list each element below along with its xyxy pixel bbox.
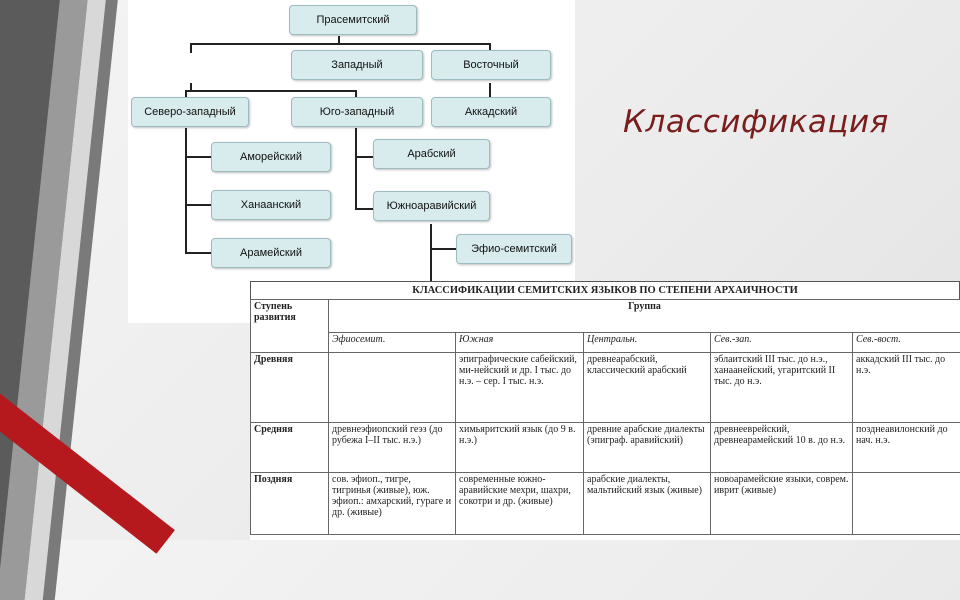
table-cell [853, 473, 960, 535]
subgroup-header: Сев.-вост. [853, 333, 960, 353]
stage-cell: Средняя [251, 423, 329, 473]
table-cell [329, 353, 456, 423]
table-grid [250, 299, 960, 535]
table-cell: древнееврейский, древнеарамейский 10 в. до н.э. [711, 423, 853, 473]
table-cell: позднеавилонский до нач. н.э. [853, 423, 960, 473]
node-aramaic: Арамейский [211, 238, 331, 268]
stage-cell: Древняя [251, 353, 329, 423]
table-cell: арабские диалекты, мальтийский язык (живые) [584, 473, 711, 535]
table-cell: древнеэфиопский геэз (до рубежа I–II тыс. н.э.) [329, 423, 456, 473]
slide-title: Классификация [623, 104, 889, 140]
node-akkadian: Аккадский [431, 97, 551, 127]
table-row [251, 353, 960, 423]
table-cell: новоарамейские языки, соврем. иврит (живые) [711, 473, 853, 535]
node-arabic: Арабский [373, 139, 490, 169]
stage-cell: Поздняя [251, 473, 329, 535]
subgroup-header: Южная [456, 333, 584, 353]
subgroup-header: Эфиосемит. [329, 333, 456, 353]
table-cell: древнеарабский, классический арабский [584, 353, 711, 423]
archaism-classification-table [250, 281, 960, 540]
table-cell: эпиграфические сабейский, ми-нейский и др. I тыс. до н.э. – сер. I тыс. н.э. [456, 353, 584, 423]
node-ethio-semitic: Эфио-семитский [456, 234, 572, 264]
classification-tree-diagram [128, 0, 575, 323]
node-east-semitic: Восточный [431, 50, 551, 80]
node-west-semitic: Западный [291, 50, 423, 80]
node-south-arabian: Южноаравийский [373, 191, 490, 221]
subgroup-header: Сев.-зап. [711, 333, 853, 353]
table-row [251, 423, 960, 473]
node-amorite: Аморейский [211, 142, 331, 172]
node-northwest: Северо-западный [131, 97, 249, 127]
group-header: Группа [329, 300, 960, 333]
table-cell: химьяритский язык (до 9 в. н.э.) [456, 423, 584, 473]
stage-header: Ступень развития [251, 300, 329, 353]
node-canaanite: Ханаанский [211, 190, 331, 220]
table-title: КЛАССИФИКАЦИИ СЕМИТСКИХ ЯЗЫКОВ ПО СТЕПЕНИ АРХАИЧНОСТИ [250, 281, 960, 299]
table-row [251, 473, 960, 535]
table-cell: сов. эфиоп., тигре, тигринья (живые), юж. эфиоп.: амхарский, гураге и др. (живые) [329, 473, 456, 535]
subgroup-header: Центральн. [584, 333, 711, 353]
tree-connectors [128, 0, 575, 323]
table-cell: эблаитский III тыс. до н.э., ханаанейский, угаритский II тыс. до н.э. [711, 353, 853, 423]
table-cell: древние арабские диалекты (эпиграф. аравийский) [584, 423, 711, 473]
node-proto-semitic: Прасемитский [289, 5, 417, 35]
table-cell: современные южно-аравийские мехри, шахри, сокотри и др. (живые) [456, 473, 584, 535]
table-cell: аккадский III тыс. до н.э. [853, 353, 960, 423]
node-southwest: Юго-западный [291, 97, 423, 127]
